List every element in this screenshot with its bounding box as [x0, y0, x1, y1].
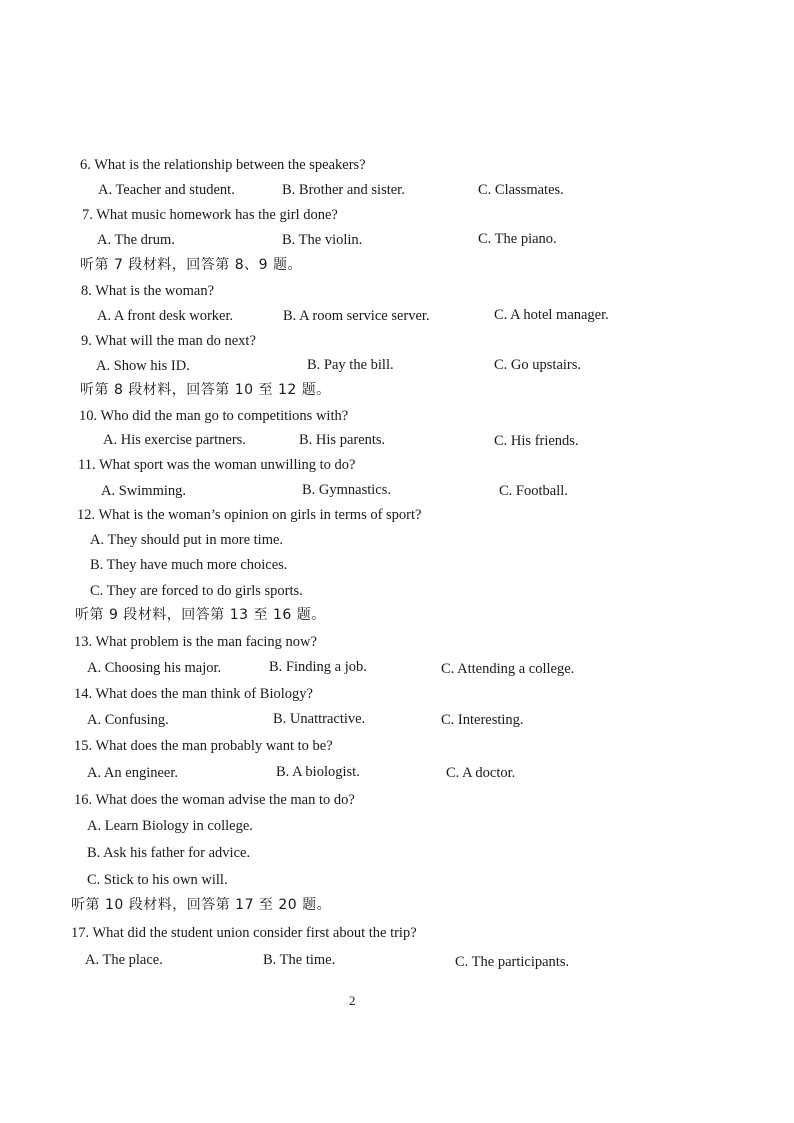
question-17-stem: 17. What did the student union consider first about the trip? [71, 925, 417, 941]
question-9-option-a: A. Show his ID. [96, 358, 190, 374]
question-16-option-a: A. Learn Biology in college. [87, 818, 253, 834]
question-9-stem: 9. What will the man do next? [81, 333, 256, 349]
question-6-stem: 6. What is the relationship between the speakers? [80, 157, 366, 173]
question-13-option-a: A. Choosing his major. [87, 660, 222, 676]
question-12-stem: 12. What is the woman’s opinion on girls in terms of sport? [77, 507, 422, 523]
question-11-stem: 11. What sport was the woman unwilling to do? [78, 457, 356, 473]
question-10-option-c: C. His friends. [494, 433, 579, 449]
question-9-option-b: B. Pay the bill. [307, 357, 394, 373]
question-17-option-b: B. The time. [263, 952, 336, 968]
page-number: 2 [349, 993, 356, 1008]
question-7-option-c: C. The piano. [478, 231, 557, 247]
question-11-option-c: C. Football. [499, 483, 568, 499]
section-8-instruction: 听第 8 段材料，回答第 10 至 12 题。 [80, 382, 331, 398]
question-8-option-c: C. A hotel manager. [494, 307, 609, 323]
question-10-option-b: B. His parents. [299, 432, 386, 448]
section-9-instruction: 听第 9 段材料，回答第 13 至 16 题。 [75, 607, 326, 623]
question-6-option-b: B. Brother and sister. [282, 182, 405, 198]
question-13-stem: 13. What problem is the man facing now? [74, 634, 317, 650]
section-7-instruction: 听第 7 段材料，回答第 8、9 题。 [80, 257, 303, 273]
question-7-option-b: B. The violin. [282, 232, 363, 248]
question-10-stem: 10. Who did the man go to competitions with? [79, 408, 349, 424]
question-14-option-c: C. Interesting. [441, 712, 524, 728]
question-15-stem: 15. What does the man probably want to be? [74, 738, 333, 754]
question-16-stem: 16. What does the woman advise the man to do? [74, 792, 355, 808]
question-16-option-b: B. Ask his father for advice. [87, 845, 251, 861]
question-6-option-a: A. Teacher and student. [98, 182, 235, 198]
question-11-option-b: B. Gymnastics. [302, 482, 392, 498]
question-17-option-c: C. The participants. [455, 954, 570, 970]
question-14-stem: 14. What does the man think of Biology? [74, 686, 313, 702]
question-12-option-a: A. They should put in more time. [90, 532, 284, 548]
question-12-option-c: C. They are forced to do girls sports. [90, 583, 303, 599]
question-14-option-a: A. Confusing. [87, 712, 169, 728]
section-10-instruction: 听第 10 段材料，回答第 17 至 20 题。 [71, 897, 332, 913]
question-10-option-a: A. His exercise partners. [103, 432, 246, 448]
question-8-stem: 8. What is the woman? [81, 283, 215, 299]
question-13-option-c: C. Attending a college. [441, 661, 575, 677]
question-13-option-b: B. Finding a job. [269, 659, 367, 675]
question-15-option-b: B. A biologist. [276, 764, 360, 780]
question-16-option-c: C. Stick to his own will. [87, 872, 228, 888]
question-11-option-a: A. Swimming. [101, 483, 186, 499]
question-8-option-a: A. A front desk worker. [97, 308, 234, 324]
question-9-option-c: C. Go upstairs. [494, 357, 581, 373]
question-15-option-a: A. An engineer. [87, 765, 179, 781]
question-8-option-b: B. A room service server. [283, 308, 430, 324]
question-15-option-c: C. A doctor. [446, 765, 516, 781]
question-12-option-b: B. They have much more choices. [90, 557, 288, 573]
question-7-stem: 7. What music homework has the girl done? [82, 207, 338, 223]
question-7-option-a: A. The drum. [97, 232, 175, 248]
question-14-option-b: B. Unattractive. [273, 711, 366, 727]
question-6-option-c: C. Classmates. [478, 182, 564, 198]
question-17-option-a: A. The place. [85, 952, 163, 968]
